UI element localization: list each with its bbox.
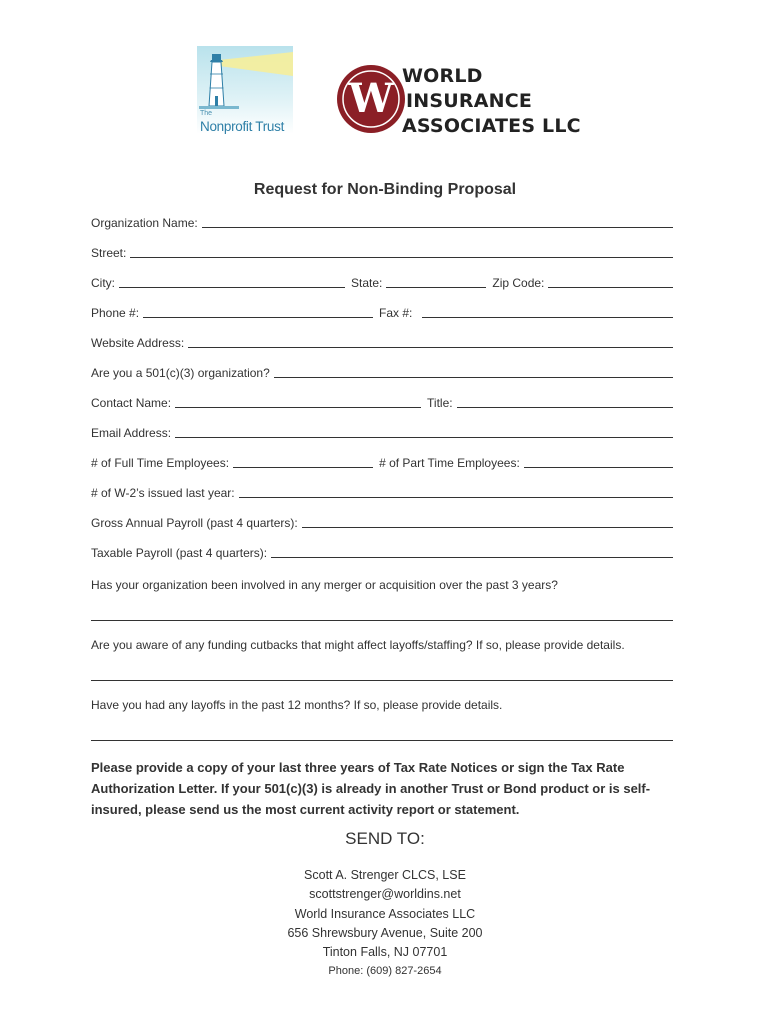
w2-field[interactable] bbox=[239, 486, 673, 498]
full-time-field[interactable] bbox=[233, 456, 373, 468]
world-insurance-logo bbox=[336, 64, 581, 140]
contact-name-field[interactable] bbox=[175, 396, 421, 408]
employees-row bbox=[91, 454, 673, 470]
zip-code-field[interactable] bbox=[548, 276, 673, 288]
state-field[interactable] bbox=[386, 276, 486, 288]
logo-nonprofit-trust-text: Nonprofit Trust bbox=[200, 119, 285, 134]
form-title: Request for Non-Binding Proposal bbox=[253, 181, 517, 198]
phone-fax-row bbox=[91, 304, 673, 320]
title-label: Title: bbox=[427, 396, 453, 410]
contact-address-line-2: Tinton Falls, NJ 07701 bbox=[322, 945, 448, 960]
w2-label: # of W-2’s issued last year: bbox=[91, 486, 235, 500]
nonprofit-trust-logo bbox=[197, 46, 295, 138]
title-field[interactable] bbox=[457, 396, 673, 408]
wia-line-world: WORLD bbox=[402, 65, 483, 87]
contact-email: scottstrenger@worldins.net bbox=[309, 887, 461, 902]
fax-field[interactable] bbox=[422, 306, 673, 318]
email-row bbox=[91, 424, 673, 440]
wia-line-insurance: INSURANCE bbox=[406, 90, 533, 112]
fax-label: Fax #: bbox=[379, 306, 413, 320]
gross-payroll-field[interactable] bbox=[302, 516, 673, 528]
email-field[interactable] bbox=[175, 426, 673, 438]
contact-name-label: Contact Name: bbox=[91, 396, 172, 410]
contact-person-name: Scott A. Strenger CLCS, LSE bbox=[304, 868, 466, 882]
street-field[interactable] bbox=[130, 246, 673, 258]
part-time-field[interactable] bbox=[524, 456, 673, 468]
city-state-zip-row bbox=[91, 274, 673, 290]
merger-question: Has your organization been involved in any merger or acquisition over the past 3 years? bbox=[91, 578, 558, 592]
organization-name-row bbox=[91, 214, 673, 230]
wia-line-associates: ASSOCIATES LLC bbox=[402, 115, 581, 137]
501c3-label: Are you a 501(c)(3) organization? bbox=[91, 366, 270, 380]
merger-answer-field[interactable] bbox=[91, 619, 673, 621]
wia-w-emblem-icon bbox=[336, 64, 406, 134]
zip-code-label: Zip Code: bbox=[492, 276, 545, 290]
send-to-heading: SEND TO: bbox=[345, 829, 425, 848]
website-label: Website Address: bbox=[91, 336, 185, 350]
contact-company: World Insurance Associates LLC bbox=[294, 906, 476, 921]
city-field[interactable] bbox=[119, 276, 345, 288]
tax-rate-notice: Please provide a copy of your last three years of Tax Rate Notices or sign the Tax Rate Authorization Letter. If your 501(c)(3) is already in another Trust or Bond product or is self-insured, please send us the most current activity report or statement. bbox=[91, 760, 651, 817]
gross-payroll-row bbox=[91, 514, 673, 530]
contact-title-row bbox=[91, 394, 673, 410]
city-label: City: bbox=[91, 276, 115, 290]
w2-row bbox=[91, 484, 673, 500]
layoffs-question: Have you had any layoffs in the past 12 months? If so, please provide details. bbox=[91, 698, 503, 712]
website-row bbox=[91, 334, 673, 350]
logo-the-text: The bbox=[200, 110, 213, 117]
gross-payroll-label: Gross Annual Payroll (past 4 quarters): bbox=[91, 516, 298, 530]
phone-label: Phone #: bbox=[91, 306, 140, 320]
street-label: Street: bbox=[91, 246, 127, 260]
contact-phone: Phone: (609) 827-2654 bbox=[328, 965, 442, 978]
taxable-payroll-row bbox=[91, 544, 673, 560]
phone-field[interactable] bbox=[143, 306, 373, 318]
part-time-label: # of Part Time Employees: bbox=[379, 456, 520, 470]
501c3-row bbox=[91, 364, 673, 380]
send-to-contact bbox=[0, 866, 770, 982]
501c3-field[interactable] bbox=[274, 366, 673, 378]
organization-name-label: Organization Name: bbox=[91, 216, 198, 230]
cutbacks-answer-field[interactable] bbox=[91, 679, 673, 681]
state-label: State: bbox=[351, 276, 383, 290]
website-field[interactable] bbox=[188, 336, 673, 348]
email-label: Email Address: bbox=[91, 426, 172, 440]
wia-emblem-letter: W bbox=[348, 75, 394, 122]
cutbacks-question: Are you aware of any funding cutbacks that might affect layoffs/staffing? If so, please provide details. bbox=[91, 638, 625, 652]
taxable-payroll-label: Taxable Payroll (past 4 quarters): bbox=[91, 546, 268, 560]
layoffs-answer-field[interactable] bbox=[91, 739, 673, 741]
full-time-label: # of Full Time Employees: bbox=[91, 456, 230, 470]
lighthouse-icon bbox=[197, 46, 293, 116]
contact-address-line-1: 656 Shrewsbury Avenue, Suite 200 bbox=[287, 925, 483, 940]
taxable-payroll-field[interactable] bbox=[271, 546, 673, 558]
organization-name-field[interactable] bbox=[202, 216, 673, 228]
street-row bbox=[91, 244, 673, 260]
